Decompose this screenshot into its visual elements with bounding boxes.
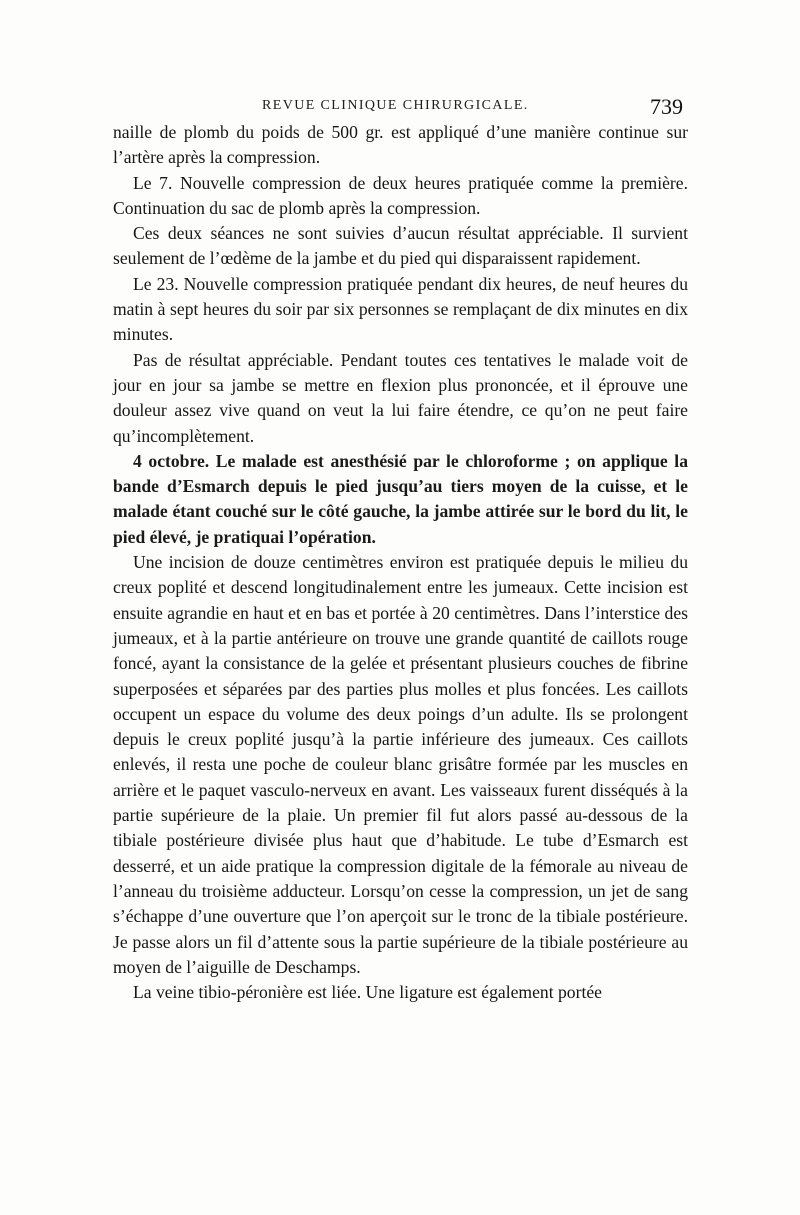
paragraph-le-7: Le 7. Nouvelle compression de deux heures pratiquée comme la première. Continuation du sac de plomb après la compression. [113,172,688,218]
paragraph-4-octobre: 4 octobre. Le malade est anesthésié par le chloroforme ; on applique la bande d’Esmarch depuis le pied jusqu’au tiers moyen de la cuisse, et le malade étant couché sur le côté gauche, la jambe attirée sur le bord du lit, le pied élevé, je pratiquai l’opération. [113,450,688,547]
running-title: REVUE CLINIQUE CHIRURGICALE. [262,98,529,113]
paragraph-continuation: naille de plomb du poids de 500 gr. est appliqué d’une manière continue sur l’artère après la compression. [113,122,688,168]
paragraph-pas-de-resultat: Pas de résultat appréciable. Pendant toutes ces tentatives le malade voit de jour en jour sa jambe se mettre en flexion plus prononcée, et il éprouve une douleur assez vive quand on veut la lui faire étendre, ce qu’on ne peut faire qu’incomplètement. [113,349,688,446]
page-number: 739 [650,94,683,119]
running-head [0,94,800,122]
paragraph-la-veine: La veine tibio-péronière est liée. Une ligature est également portée [133,982,602,1003]
body-text [113,120,688,1005]
paragraph-ces-deux-seances: Ces deux séances ne sont suivies d’aucun résultat appréciable. Il survient seulement de l’œdème de la jambe et du pied qui disparaissent rapidement. [113,223,688,269]
paragraph-une-incision: Une incision de douze centimètres environ est pratiquée depuis le milieu du creux poplité et descend longitudinalement entre les jumeaux. Cette incision est ensuite agrandie en haut et en bas et portée à 20 centimètres. Dans l’interstice des jumeaux, et à la partie antérieure on trouve une grande quantité de caillots rouge foncé, ayant la consistance de la gelée et présentant plusieurs couches de fibrine superposées et séparées par des parties plus molles et plus foncées. Les caillots occupent un espace du volume des deux poings d’un adulte. Ils se prolongent depuis le creux poplité jusqu’à la partie inférieure des jumeaux. Ces caillots enlevés, il resta une poche de couleur blanc grisâtre formée par les muscles en arrière et le paquet vasculo-nerveux en avant. Les vaisseaux furent disséqués à la partie supérieure de la plaie. Un premier fil fut alors passé au-dessous de la tibiale postérieure divisée plus haut que d’habitude. Le tube d’Esmarch est desserré, et un aide pratique la compression digitale de la fémorale au niveau de l’anneau du troisième adducteur. Lorsqu’on cesse la compression, un jet de sang s’échappe d’une ouverture que l’on aperçoit sur le tronc de la tibiale postérieure. Je passe alors un fil d’attente sous la partie supérieure de la tibiale postérieure au moyen de l’aiguille de Deschamps. [113,552,688,977]
paragraph-le-23: Le 23. Nouvelle compression pratiquée pendant dix heures, de neuf heures du matin à sept heures du soir par six personnes se remplaçant de dix minutes en dix minutes. [113,273,688,345]
